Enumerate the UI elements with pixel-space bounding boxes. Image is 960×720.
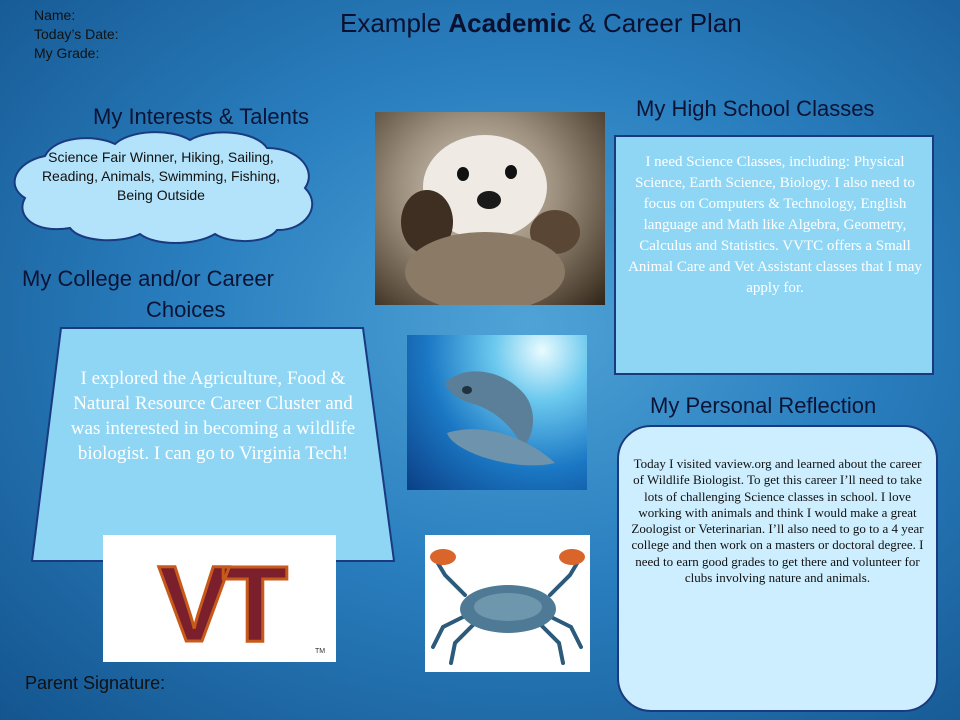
date-label: Today’s Date: xyxy=(34,26,119,42)
reflection-heading: My Personal Reflection xyxy=(650,393,877,418)
title-pre: Example xyxy=(340,8,449,38)
college-heading-line1: My College and/or Career xyxy=(22,266,274,291)
high-school-text: I need Science Classes, including: Physical Science, Earth Science, Biology. I also need to focus on Computers & Technology, English language and Math like Algebra, Geometry, Calculus and Statistics. VVTC offers a Small Animal Care and Vet Assistant classes that I may apply for. xyxy=(628,154,922,296)
name-label: Name: xyxy=(34,7,76,23)
interests-text: Science Fair Winner, Hiking, Sailing, Reading, Animals, Swimming, Fishing, Being Outside xyxy=(41,149,281,203)
otter-drawing xyxy=(375,112,605,305)
dolphin-drawing xyxy=(407,335,587,490)
college-text: I explored the Agriculture, Food & Natural Resource Career Cluster and was interested in becoming a wildlife biologist. I can go to Virginia Tech! xyxy=(70,368,356,464)
page-title xyxy=(340,8,742,39)
crab-drawing xyxy=(425,535,590,672)
title-post: & Career Plan xyxy=(571,8,742,38)
vt-tm: TM xyxy=(315,648,326,655)
reflection-text: Today I visited vaview.org and learned about the career of Wildlife Biologist. To get this career I’ll need to take lots of challenging Science classes in school. I love working with animals and think I would make a great Zoologist or Veterinarian. I’ll also need to go to a 4 year college and then work on a masters or doctoral degree. I need to earn good grades to get there and volunteer for clubs involving nature and animals. xyxy=(631,456,924,586)
vt-letters: VT xyxy=(157,543,281,662)
vt-logo-graphic xyxy=(103,535,336,662)
otter-photo xyxy=(375,112,605,305)
vt-logo xyxy=(103,535,336,662)
grade-label: My Grade: xyxy=(34,45,100,61)
title-bold: Academic xyxy=(448,8,572,38)
parent-signature-label: Parent Signature: xyxy=(25,673,166,693)
interests-heading: My Interests & Talents xyxy=(93,104,310,129)
college-heading-line2: Choices xyxy=(146,297,226,322)
student-info xyxy=(34,6,119,63)
dolphin-photo xyxy=(407,335,587,490)
high-school-heading: My High School Classes xyxy=(636,96,875,121)
crab-photo xyxy=(425,535,590,672)
